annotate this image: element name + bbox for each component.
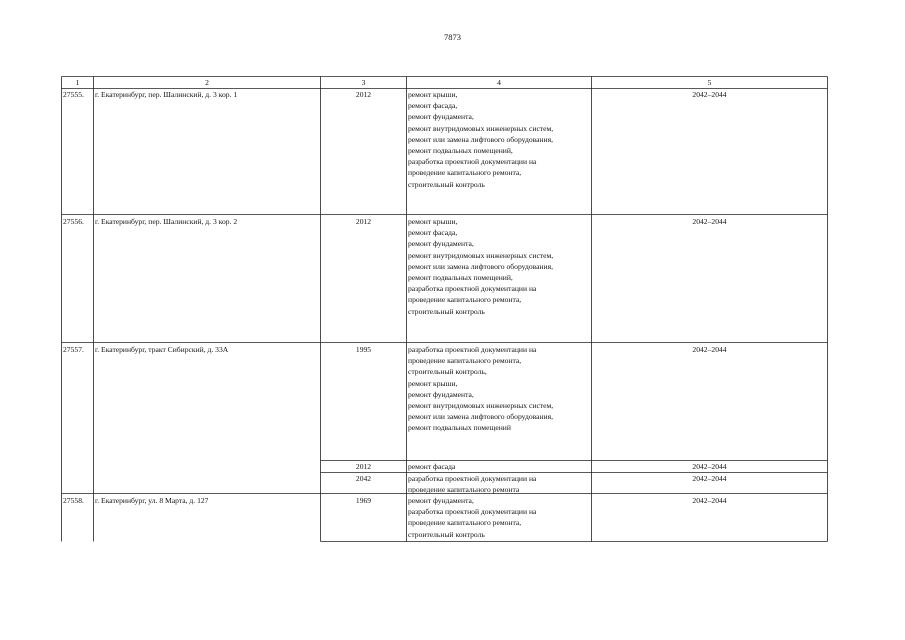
header-col-3: 3 — [361, 78, 366, 87]
row-period: 2042–2044 — [692, 90, 727, 99]
row-period: 2042–2044 — [692, 217, 727, 226]
row-works: разработка проектной документации на проведение капитального ремонта, строительный контроль, ремонт крыши, ремонт фундамента, ремонт внутридомовых инженерных систем, ремонт или замена лифтового оборудования, ремонт подвальных помещений — [408, 345, 554, 433]
row-period: 2042–2044 — [692, 474, 727, 483]
header-col-4: 4 — [497, 78, 501, 87]
row-period: 2042–2044 — [692, 345, 727, 354]
row-address: г. Екатеринбург, тракт Сибирский, д. 33А — [95, 345, 229, 354]
row-works: ремонт крыши, ремонт фасада, ремонт фундамента, ремонт внутридомовых инженерных систем, ремонт или замена лифтового оборудования, ремонт подвальных помещений, разработка проектной документации на проведение капитального ремонта, строительный контроль — [408, 217, 554, 316]
header-col-2: 2 — [205, 78, 209, 87]
row-number: 27555. — [63, 90, 84, 99]
row-works: разработка проектной документации на проведение капитального ремонта — [408, 474, 537, 495]
page-number: 7873 — [444, 32, 461, 42]
row-year: 2042 — [355, 474, 372, 483]
row-year: 2012 — [355, 217, 372, 226]
row-year: 2012 — [355, 462, 372, 471]
row-address: г. Екатеринбург, ул. 8 Марта, д. 127 — [95, 496, 209, 505]
row-year: 2012 — [355, 90, 372, 99]
row-number: 27557. — [63, 345, 84, 354]
row-period: 2042–2044 — [692, 462, 727, 471]
row-year: 1969 — [355, 496, 372, 505]
row-address: г. Екатеринбург, пер. Шалинский, д. 3 кор. 1 — [95, 90, 238, 99]
row-number: 27558. — [63, 496, 84, 505]
row-year: 1995 — [355, 345, 372, 354]
header-col-5: 5 — [707, 78, 712, 87]
row-works: ремонт фасада — [408, 462, 456, 471]
row-works: ремонт фундамента, разработка проектной документации на проведение капитального ремонта, строительный контроль — [408, 496, 537, 539]
row-period: 2042–2044 — [692, 496, 727, 505]
header-col-1: 1 — [75, 78, 80, 87]
row-address: г. Екатеринбург, пер. Шалинский, д. 3 кор. 2 — [95, 217, 238, 226]
row-works: ремонт крыши, ремонт фасада, ремонт фундамента, ремонт внутридомовых инженерных систем, ремонт или замена лифтового оборудования, ремонт подвальных помещений, разработка проектной документации на проведение капитального ремонта, строительный контроль — [408, 90, 554, 189]
row-number: 27556. — [63, 217, 84, 226]
